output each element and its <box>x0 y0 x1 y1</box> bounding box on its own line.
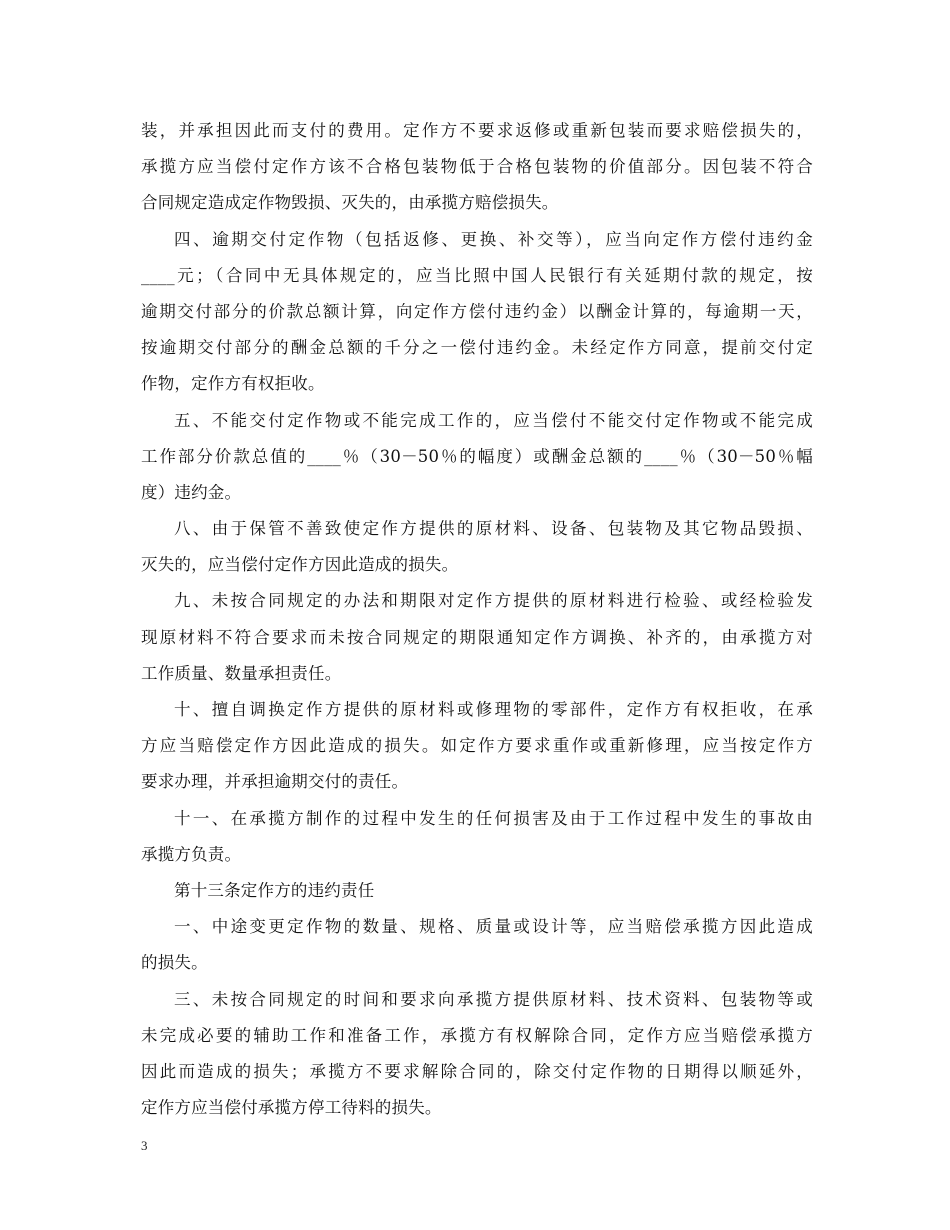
document-body <box>141 113 813 1126</box>
text-line: 承揽方负责。 <box>141 844 242 864</box>
text-line: 灭失的，应当偿付定作方因此造成的损失。 <box>141 555 459 575</box>
text-line: 定作方应当偿付承揽方停工待料的损失。 <box>141 1098 442 1118</box>
text-line: 工作质量、数量承担责任。 <box>141 663 342 683</box>
text-line: 装，并承担因此而支付的费用。定作方不要求返修或重新包装而要求赔偿损失的， <box>141 121 813 140</box>
text-line: 逾期交付部分的价款总额计算，向定作方偿付违约金）以酬金计算的，每逾期一天， <box>141 301 813 321</box>
text-line: ____元；（合同中无具体规定的，应当比照中国人民银行有关延期付款的规定，按 <box>141 265 813 285</box>
text-line: 承揽方应当偿付定作方该不合格包装物低于合格包装物的价值部分。因包装不符合 <box>141 157 813 177</box>
text-line: 一、中途变更定作物的数量、规格、质量或设计等，应当赔偿承揽方因此造成 <box>174 917 813 937</box>
text-line: 十、擅自调换定作方提供的原材料或修理物的零部件，定作方有权拒收，在承 <box>174 700 813 719</box>
text-line: 要求办理，并承担逾期交付的责任。 <box>141 772 409 792</box>
text-line: 工作部分价款总值的____％（30－50％的幅度）或酬金总额的____％（30－50％幅 <box>141 446 813 466</box>
text-line: 方应当赔偿定作方因此造成的损失。如定作方要求重作或重新修理，应当按定作方 <box>141 736 813 756</box>
text-line: 度）违约金。 <box>141 482 242 502</box>
text-line: 八、由于保管不善致使定作方提供的原材料、设备、包装物及其它物品毁损、 <box>174 519 813 539</box>
text-line: 三、未按合同规定的时间和要求向承揽方提供原材料、技术资料、包装物等或 <box>174 989 813 1009</box>
text-line: 合同规定造成定作物毁损、灭失的，由承揽方赔偿损失。 <box>141 193 559 213</box>
text-line: 五、不能交付定作物或不能完成工作的，应当偿付不能交付定作物或不能完成 <box>174 410 813 430</box>
text-line: 作物，定作方有权拒收。 <box>141 374 325 394</box>
text-line: 按逾期交付部分的酬金总额的千分之一偿付违约金。未经定作方同意，提前交付定 <box>141 338 813 358</box>
text-line: 现原材料不符合要求而未按合同规定的期限通知定作方调换、补齐的，由承揽方对 <box>141 627 813 647</box>
text-line: 四、逾期交付定作物（包括返修、更换、补交等），应当向定作方偿付违约金 <box>174 229 813 249</box>
text-line: 第十三条定作方的违约责任 <box>174 880 375 900</box>
text-line: 十一、在承揽方制作的过程中发生的任何损害及由于工作过程中发生的事故由 <box>174 808 813 828</box>
text-line: 未完成必要的辅助工作和准备工作，承揽方有权解除合同，定作方应当赔偿承揽方 <box>141 1025 813 1045</box>
text-line: 的损失。 <box>141 953 208 973</box>
page-number: 3 <box>141 1138 148 1153</box>
text-line: 因此而造成的损失；承揽方不要求解除合同的，除交付定作物的日期得以顺延外， <box>141 1061 813 1081</box>
text-line: 九、未按合同规定的办法和期限对定作方提供的原材料进行检验、或经检验发 <box>174 591 813 611</box>
